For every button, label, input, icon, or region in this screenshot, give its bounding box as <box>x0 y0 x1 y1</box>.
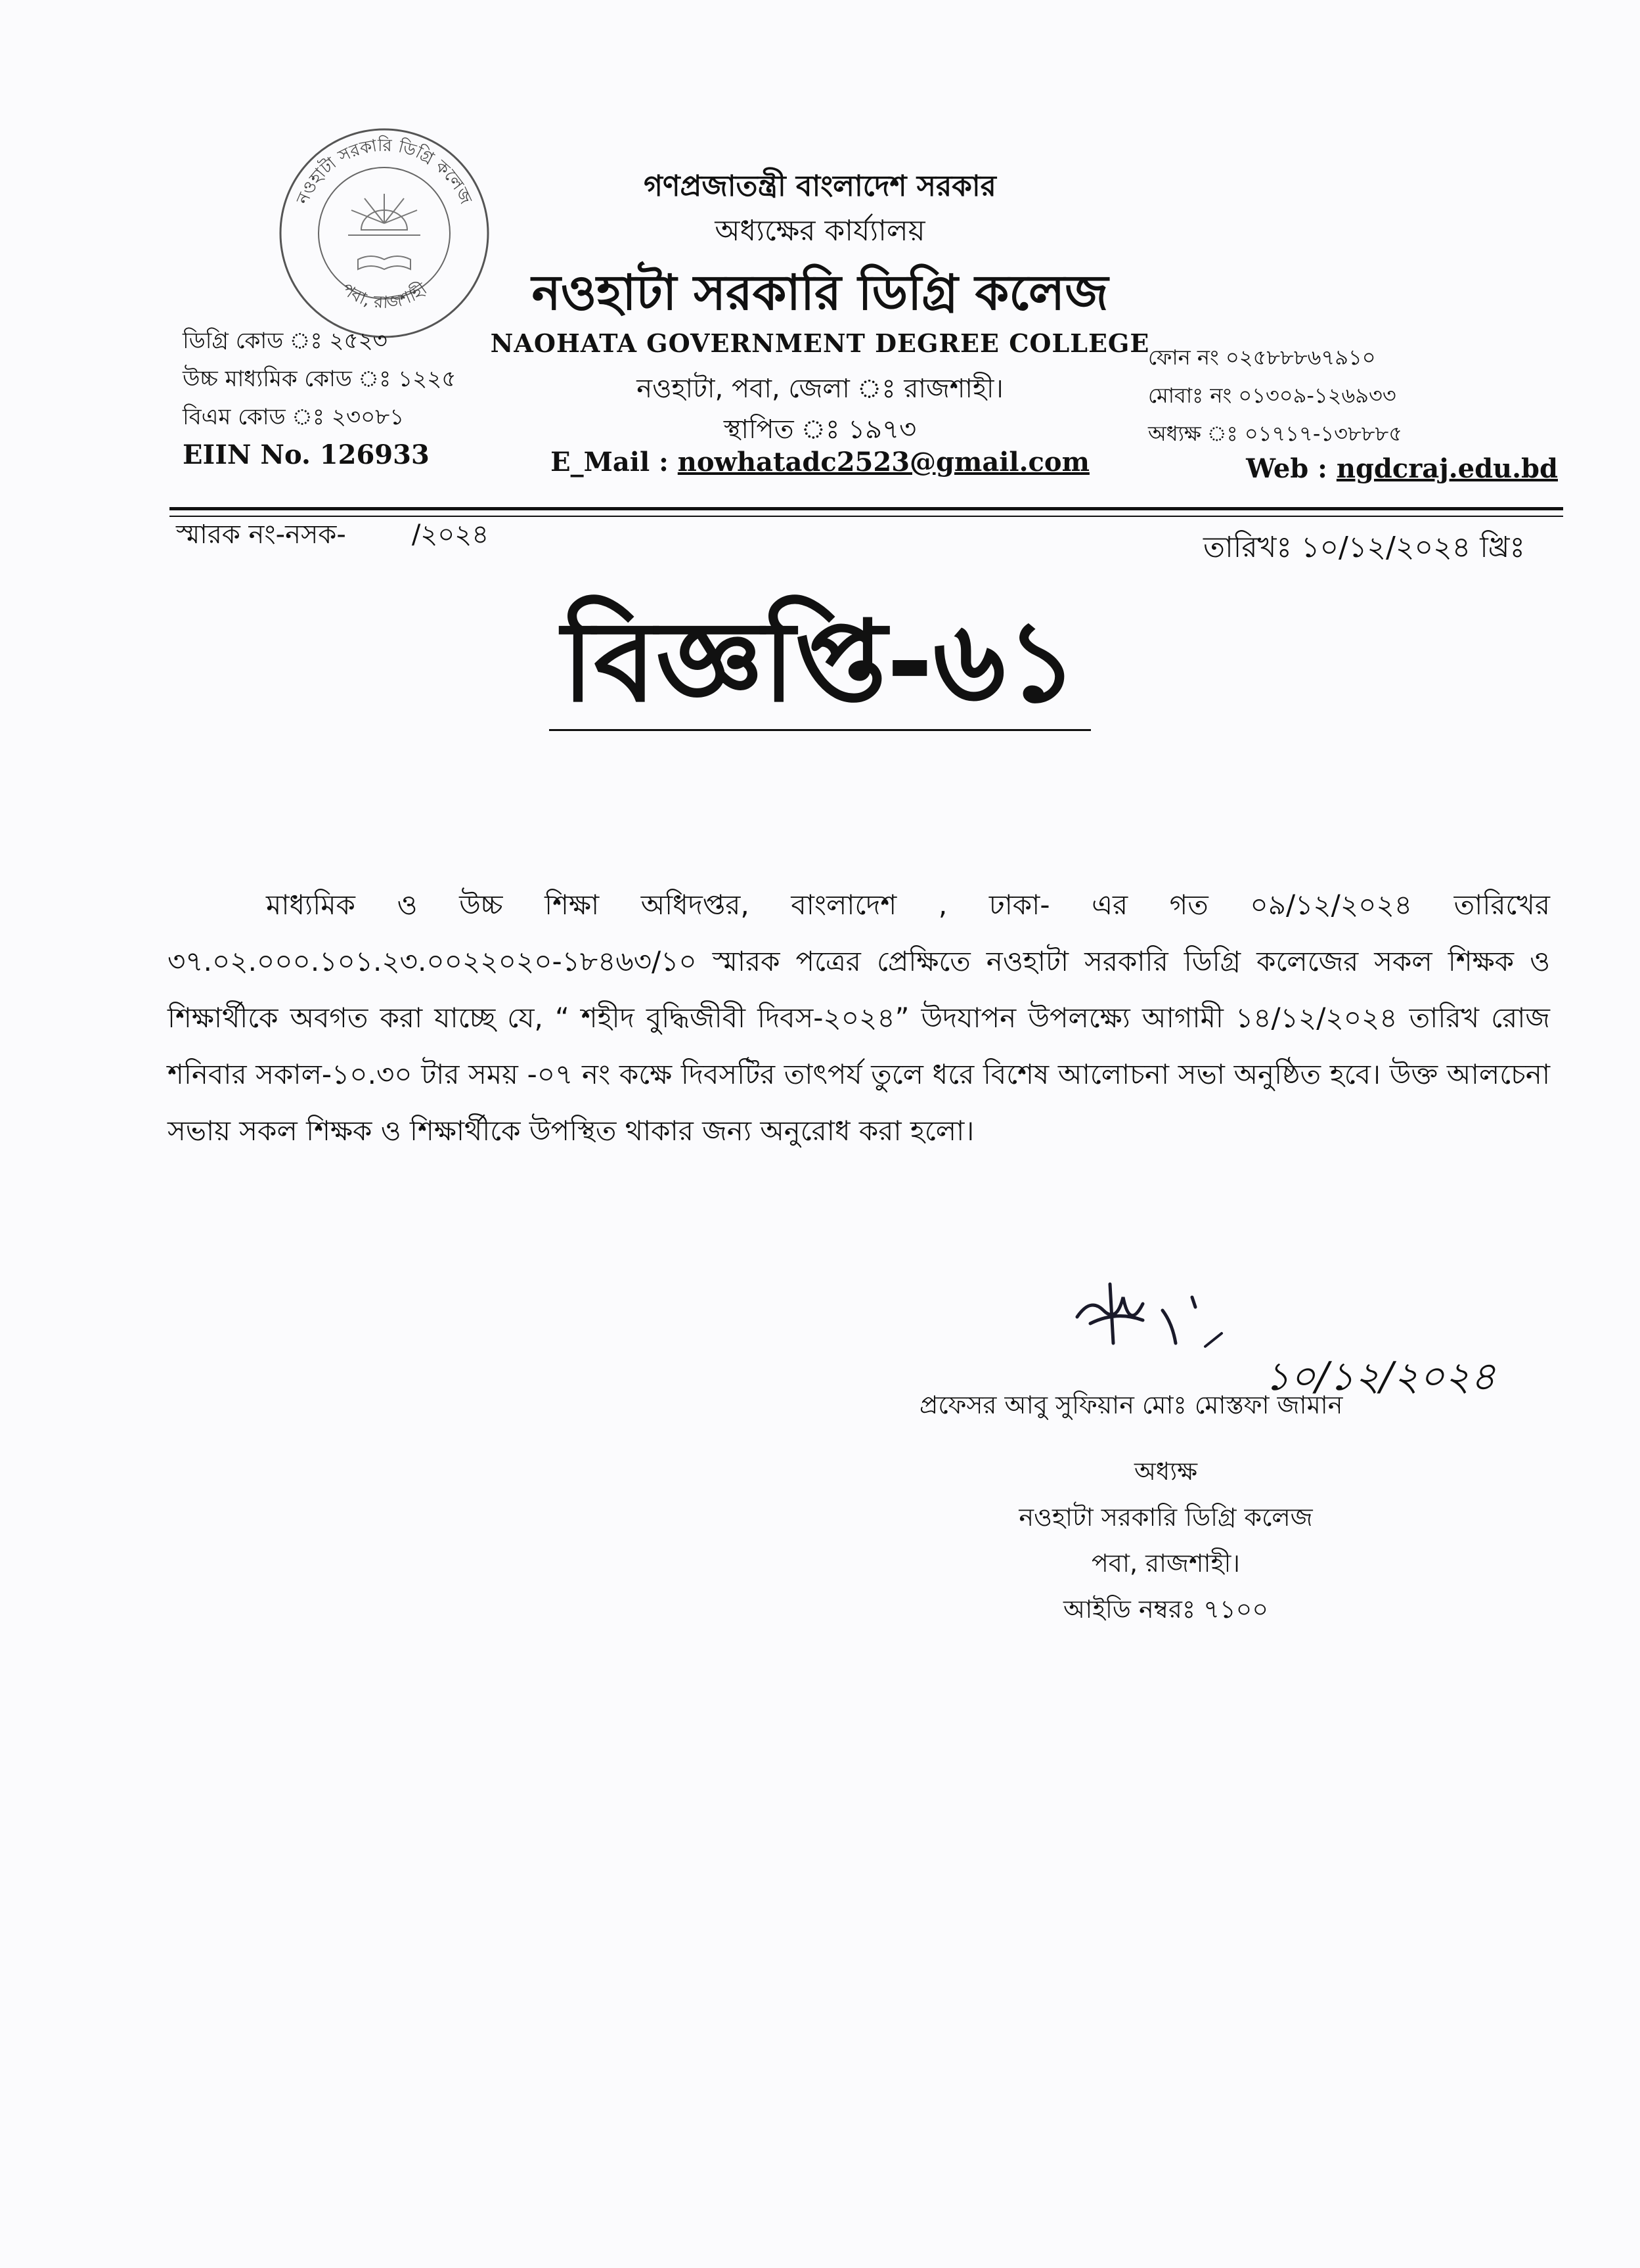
notice-title <box>0 597 1640 731</box>
government-title: গণপ্রজাতন্ত্রী বাংলাদেশ সরকার <box>644 169 996 203</box>
eiin-number: EIIN No. 126933 <box>183 439 430 470</box>
signature-date: ১০/১২/২০২৪ <box>1264 1354 1496 1400</box>
signer-details <box>920 1448 1412 1632</box>
college-address: নওহাটা, পবা, জেলা ঃ রাজশাহী। <box>636 374 1004 404</box>
seal-bottom-text: পবা, রাজশাহী <box>338 279 431 313</box>
notice-title-text: বিজ্ঞপ্তি-৬১ <box>549 601 1092 731</box>
phone-number: ফোন নং ০২৫৮৮৮৬৭৯১০ <box>1148 345 1376 370</box>
handwritten-signature <box>1064 1271 1235 1363</box>
signer-location: পবা, রাজশাহী। <box>1092 1549 1240 1578</box>
signer-college: নওহাটা সরকারি ডিগ্রি কলেজ <box>1019 1503 1313 1532</box>
web-label: Web : <box>1246 453 1337 484</box>
signer-name: প্রফেসর আবু সুফিয়ান মোঃ মোস্তফা জামান <box>920 1390 1343 1419</box>
memo-date: তারিখঃ ১০/১২/২০২৪ খ্রিঃ <box>1203 531 1525 564</box>
signer-designation: অধ্যক্ষ <box>1134 1457 1197 1486</box>
website-link[interactable]: ngdcraj.edu.bd <box>1336 453 1558 484</box>
memo-prefix: স্মারক নং-নসক- <box>176 520 346 550</box>
email-label: E_Mail : <box>550 447 678 478</box>
memo-year: /২০২৪ <box>411 520 489 550</box>
college-name-english: NAOHATA GOVERNMENT DEGREE COLLEGE <box>490 328 1150 358</box>
seal-ring-text: নওহাটা সরকারি ডিগ্রি কলেজ <box>293 135 476 208</box>
hsc-code: উচ্চ মাধ্যমিক কোড ঃ ১২২৫ <box>183 366 456 392</box>
principal-number: অধ্যক্ষ ঃ ০১৭১৭-১৩৮৮৮৫ <box>1148 421 1403 446</box>
college-name-bangla: নওহাটা সরকারি ডিগ্রি কলেজ <box>531 265 1109 321</box>
header-divider-thick <box>169 507 1563 510</box>
website-line <box>1246 453 1558 484</box>
right-info-block <box>1148 338 1402 453</box>
bm-code: বিএম কোড ঃ ২৩০৮১ <box>183 404 405 430</box>
established-year: স্থাপিত ঃ ১৯৭৩ <box>723 414 917 445</box>
memo-reference <box>176 514 489 558</box>
office-title: অধ্যক্ষের কার্য্যালয় <box>715 214 925 248</box>
mobile-number: মোবাঃ নং ০১৩০৯-১২৬৯৩৩ <box>1148 383 1396 408</box>
left-info-block <box>183 322 456 474</box>
degree-code: ডিগ্রি কোড ঃ ২৫২৩ <box>183 328 388 354</box>
email-link[interactable]: nowhatadc2523@gmail.com <box>677 447 1090 478</box>
notice-body: মাধ্যমিক ও উচ্চ শিক্ষা অধিদপ্তর, বাংলাদেশ , ঢাকা- এর গত ০৯/১২/২০২৪ তারিখের ৩৭.০২.০০০.১০১.২৩.০০২২০২০-১৮৪৬৩/১০ স্মারক পত্রের প্রেক্ষিতে নওহাটা সরকারি ডিগ্রি কলেজের সকল শিক্ষক ও শিক্ষার্থীকে অবগত করা যাচ্ছে যে, “ শহীদ বুদ্ধিজীবী দিবস-২০২৪” উদযাপন উপলক্ষ্যে আগামী ১৪/১২/২০২৪ তারিখ রোজ শনিবার সকাল-১০.৩০ টার সময় -০৭ নং কক্ষে দিবসটির তাৎপর্য তুলে ধরে বিশেষ আলোচনা সভা অনুষ্ঠিত হবে। উক্ত আলচেনা সভায় সকল শিক্ষক ও শিক্ষার্থীকে উপস্থিত থাকার জন্য অনুরোধ করা হলো। <box>167 889 1550 1147</box>
signer-id: আইডি নম্বরঃ ৭১০০ <box>1063 1595 1269 1624</box>
